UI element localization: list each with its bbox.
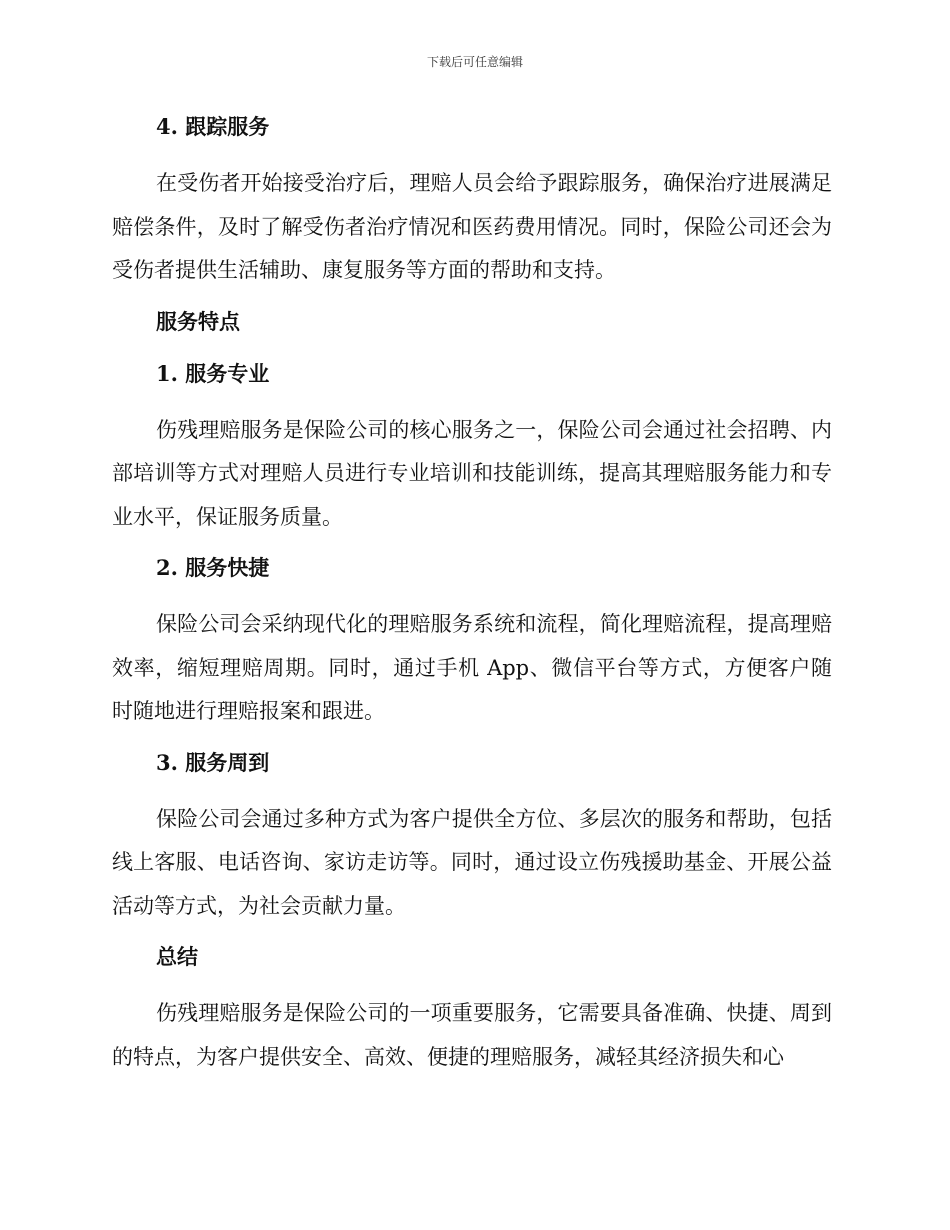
section-heading-features: 服务特点 <box>156 308 240 334</box>
section-paragraph-professional: 伤残理赔服务是保险公司的核心服务之一，保险公司会通过社会招聘、内部培训等方式对理赔人员进行专业培训和技能训练，提高其理赔服务能力和专业水平，保证服务质量。 <box>112 417 832 529</box>
section-paragraph-summary: 伤残理赔服务是保险公司的一项重要服务，它需要具备准确、快捷、周到的特点，为客户提供安全、高效、便捷的理赔服务，减轻其经济损失和心 <box>112 1001 832 1069</box>
document-body <box>112 110 832 1079</box>
section-heading-tracking: 4. 跟踪服务 <box>156 114 270 139</box>
section-paragraph-thorough: 保险公司会通过多种方式为客户提供全方位、多层次的服务和帮助，包括线上客服、电话咨询、家访走访等。同时，通过设立伤残援助基金、开展公益活动等方式，为社会贡献力量。 <box>112 806 832 918</box>
header-note: 下载后可任意编辑 <box>426 55 523 69</box>
section-heading-thorough: 3. 服务周到 <box>156 749 270 775</box>
section-paragraph-fast: 保险公司会采纳现代化的理赔服务系统和流程，简化理赔流程，提高理赔效率，缩短理赔周期。同时，通过手机 App、微信平台等方式，方便客户随时随地进行理赔报案和跟进。 <box>112 612 832 723</box>
section-heading-fast: 2. 服务快捷 <box>156 555 270 580</box>
section-paragraph-tracking: 在受伤者开始接受治疗后，理赔人员会给予跟踪服务，确保治疗进展满足赔偿条件，及时了解受伤者治疗情况和医药费用情况。同时，保险公司还会为受伤者提供生活辅助、康复服务等方面的帮助和支持。 <box>112 171 832 282</box>
section-heading-professional: 1. 服务专业 <box>156 360 270 386</box>
section-heading-summary: 总结 <box>156 944 198 969</box>
